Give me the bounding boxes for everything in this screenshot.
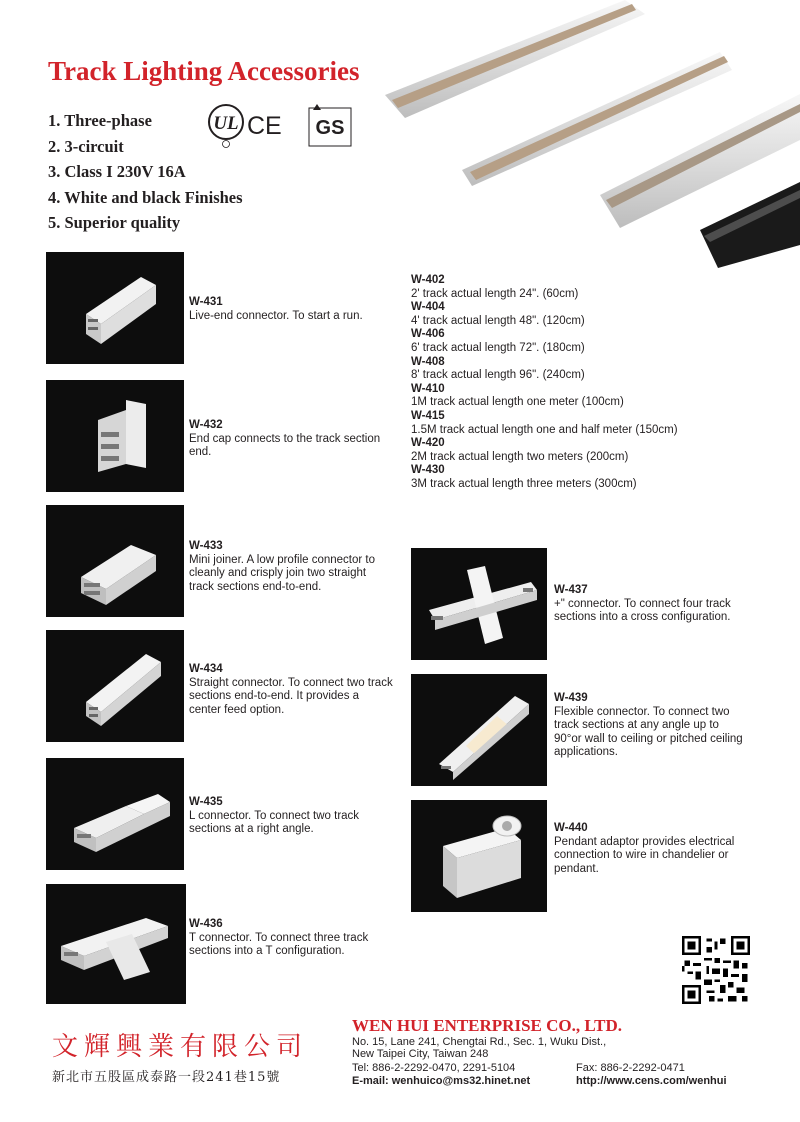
track-item (411, 383, 678, 410)
telephone: Tel: 886-2-2292-0470, 2291-5104 (352, 1062, 516, 1074)
company-name: WEN HUI ENTERPRISE CO., LTD. (352, 1016, 623, 1035)
track-item (411, 437, 678, 464)
track-profiles-photo (370, 0, 800, 275)
product-code: W-433 (189, 540, 223, 552)
track-code: W-430 (411, 464, 445, 477)
company-address (352, 1036, 606, 1061)
product-code: W-440 (554, 822, 588, 834)
track-code: W-402 (411, 274, 445, 286)
product-w431 (189, 296, 394, 323)
svg-text:UL: UL (213, 113, 239, 134)
l-connector-icon (46, 758, 184, 870)
email-link[interactable]: E-mail: wenhuico@ms32.hinet.net (352, 1075, 531, 1087)
svg-text:CE: CE (247, 112, 282, 140)
product-code: W-439 (554, 692, 588, 704)
product-description: End cap connects to the track section end. (189, 432, 381, 459)
track-item (411, 274, 678, 301)
ce-logo (247, 112, 282, 140)
product-photo-w436 (46, 884, 186, 1004)
track-item (411, 464, 678, 491)
product-description: +" connector. To connect four track sections into a cross configuration. (554, 597, 731, 624)
gs-logo (309, 104, 351, 146)
product-code: W-431 (189, 296, 223, 308)
feature-item: 2. 3-circuit (48, 136, 124, 156)
product-photo-w434 (46, 630, 184, 742)
certification-logos (205, 100, 355, 150)
product-description: T connector. To connect three track sections into a T configuration. (189, 931, 369, 958)
feature-item: 5. Superior quality (48, 213, 181, 232)
mini-joiner-icon (46, 505, 184, 617)
track-item (411, 356, 678, 383)
address-line: New Taipei City, Taiwan 248 (352, 1048, 489, 1061)
t-connector-icon (46, 884, 186, 1004)
product-w436 (189, 918, 394, 959)
product-code: W-437 (554, 584, 588, 596)
product-w435 (189, 796, 394, 837)
cross-connector-icon (411, 548, 547, 660)
fax: Fax: 886-2-2292-0471 (576, 1062, 685, 1074)
track-code: W-410 (411, 382, 445, 395)
track-description: 2M track actual length two meters (200cm) (411, 450, 629, 463)
track-description: 6' track actual length 72". (180cm) (411, 341, 585, 354)
product-photo-w431 (46, 252, 184, 364)
track-description: 2' track actual length 24". (60cm) (411, 287, 579, 300)
feature-item: 1. Three-phase (48, 111, 152, 130)
track-description: 3M track actual length three meters (300cm) (411, 477, 637, 490)
track-code: W-420 (411, 437, 445, 450)
product-code: W-436 (189, 918, 223, 930)
product-photo-w432 (46, 380, 184, 492)
track-code: W-406 (411, 328, 445, 341)
product-code: W-434 (189, 663, 223, 675)
product-description: Pendant adaptor provides electrical connection to wire in chandelier or pendant. (554, 835, 735, 875)
track-length-list (411, 274, 678, 492)
product-description: L connector. To connect two track sections at a right angle. (189, 809, 360, 836)
track-description: 1M track actual length one meter (100cm) (411, 396, 624, 409)
product-photo-w437 (411, 548, 547, 660)
flexible-connector-icon (411, 674, 547, 786)
product-photo-w433 (46, 505, 184, 617)
product-w439 (554, 692, 744, 760)
product-code: W-435 (189, 796, 223, 808)
product-w440 (554, 822, 744, 876)
product-w434 (189, 663, 394, 717)
track-description: 1.5M track actual length one and half meter (150cm) (411, 423, 678, 436)
track-item (411, 301, 678, 328)
product-photo-w440 (411, 800, 547, 912)
product-description: Flexible connector. To connect two track sections at any angle up to 90°or wall to ceiling or pitched ceiling applications. (554, 705, 743, 759)
live-end-connector-icon (46, 252, 184, 364)
feature-item: 3. Class I 230V 16A (48, 162, 186, 181)
feature-item: 4. White and black Finishes (48, 187, 243, 207)
track-item (411, 328, 678, 355)
product-photo-w435 (46, 758, 184, 870)
product-description: Straight connector. To connect two track sections end-to-end. It provides a center feed option. (189, 676, 393, 716)
svg-text:GS: GS (315, 117, 345, 139)
website-link[interactable]: http://www.cens.com/wenhui (576, 1075, 727, 1087)
track-item (411, 410, 678, 437)
company-name-chinese: 文輝興業有限公司 (52, 1032, 309, 1062)
address-line: No. 15, Lane 241, Chengtai Rd., Sec. 1, Wuku Dist., (352, 1036, 607, 1048)
track-description: 8' track actual length 96". (240cm) (411, 369, 585, 382)
straight-connector-icon (46, 630, 184, 742)
product-w433 (189, 540, 394, 594)
end-cap-icon (46, 380, 184, 492)
pendant-adaptor-icon (411, 800, 547, 912)
ul-logo (209, 105, 243, 148)
product-code: W-432 (189, 419, 223, 431)
track-description: 4' track actual length 48". (120cm) (411, 314, 585, 327)
track-code: W-408 (411, 355, 445, 368)
page-title: Track Lighting Accessories (48, 56, 360, 86)
track-code: W-415 (411, 409, 445, 422)
product-w437 (554, 584, 744, 625)
product-photo-w439 (411, 674, 547, 786)
company-address-chinese: 新北市五股區成泰路一段241巷15號 (52, 1070, 281, 1085)
qr-code-icon[interactable] (682, 936, 750, 1004)
track-code: W-404 (411, 301, 445, 314)
product-description: Mini joiner. A low profile connector to cleanly and crisply join two straight track sections end-to-end. (189, 553, 376, 593)
product-w432 (189, 419, 394, 460)
product-description: Live-end connector. To start a run. (189, 309, 363, 322)
